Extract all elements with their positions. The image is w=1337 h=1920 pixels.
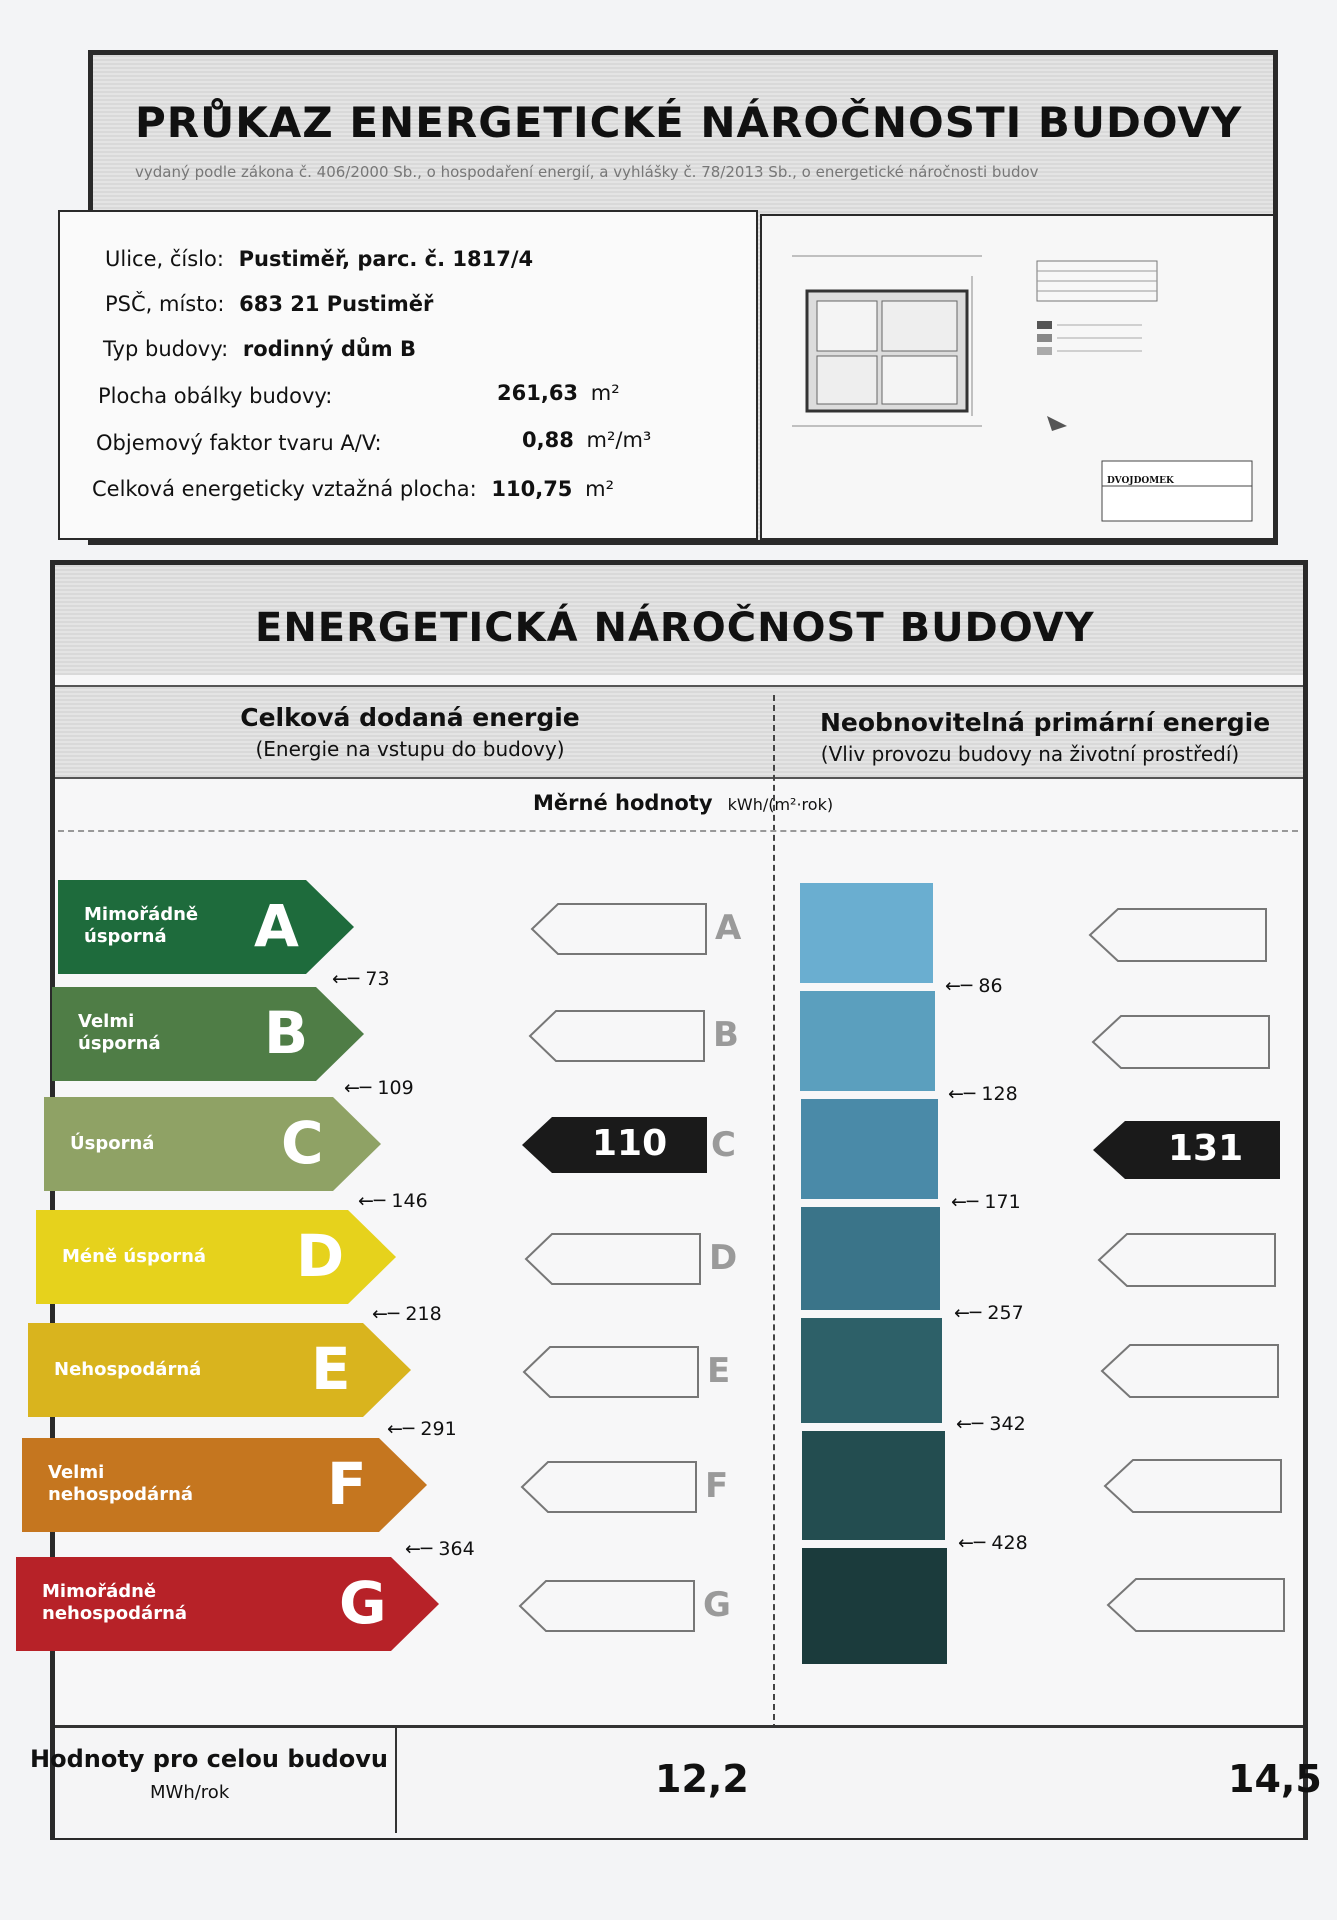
class-slot-right-f: [1103, 1458, 1283, 1514]
factor-value: 0,88: [522, 428, 574, 452]
right-column-subheading: (Vliv provozu budovy na životní prostředí): [820, 742, 1240, 766]
class-slot-left-g: [518, 1579, 696, 1633]
specific-label: Měrné hodnoty: [533, 791, 713, 815]
column-divider: [773, 695, 775, 1740]
class-slot-right-e: [1100, 1343, 1280, 1399]
class-slot-letter-g: G: [703, 1585, 731, 1625]
class-slot-right-a: [1088, 907, 1268, 963]
left-column-subheading: (Energie na vstupu do budovy): [255, 737, 565, 761]
class-slot-right-g: [1106, 1577, 1286, 1633]
totals-right-value: 14,5: [1228, 1757, 1322, 1801]
class-slot-left-d: [524, 1232, 702, 1286]
class-slot-letter-c: C: [711, 1125, 736, 1165]
threshold-right-6: ←─ 428: [958, 1532, 1028, 1554]
area-row: [98, 384, 332, 408]
class-letter-f: F: [327, 1450, 367, 1518]
ref-unit: m²: [585, 477, 614, 501]
class-arrow-a: [58, 880, 354, 974]
primary-bar-b: [800, 991, 935, 1091]
ref-row: [92, 477, 614, 501]
class-arrow-f: [22, 1438, 427, 1532]
totals-unit: MWh/rok: [150, 1782, 230, 1803]
area-unit: m²: [590, 381, 620, 405]
class-arrow-b: [52, 987, 364, 1081]
factor-row: [96, 431, 382, 455]
psc-row: [105, 292, 433, 316]
plan-stamp-text: DVOJDOMEK: [1107, 476, 1174, 486]
left-value-marker: [522, 1117, 707, 1173]
class-letter-d: D: [296, 1222, 345, 1290]
class-slot-right-b: [1091, 1014, 1271, 1070]
floor-plan-drawing: [762, 216, 1273, 538]
class-letter-g: G: [339, 1569, 387, 1637]
left-value: 110: [592, 1123, 668, 1164]
psc-label: PSČ, místo:: [105, 292, 225, 316]
area-value: 261,63: [497, 381, 579, 405]
ref-label: Celková energeticky vztažná plocha:: [92, 477, 477, 501]
class-slot-left-b: [528, 1009, 706, 1063]
class-arrow-g: [16, 1557, 439, 1651]
class-slot-left-a: [530, 902, 708, 956]
class-arrow-c: [44, 1097, 381, 1191]
street-value: Pustiměř, parc. č. 1817/4: [238, 247, 534, 271]
class-label-g: Mimořádně nehospodárná: [42, 1581, 188, 1624]
factor-label: Objemový faktor tvaru A/V:: [96, 431, 382, 455]
class-slot-left-e: [522, 1345, 700, 1399]
street-label: Ulice, číslo:: [105, 247, 224, 271]
left-column-heading: Celková dodaná energie: [240, 703, 580, 732]
threshold-right-2: ←─ 128: [948, 1083, 1018, 1105]
primary-bar-f: [802, 1431, 945, 1540]
right-column-heading: Neobnovitelná primární energie: [820, 708, 1271, 737]
type-row: [103, 337, 416, 361]
class-slot-letter-b: B: [713, 1015, 739, 1055]
class-slot-letter-d: D: [709, 1238, 738, 1278]
type-value: rodinný dům B: [242, 337, 417, 361]
ref-value: 110,75: [491, 477, 573, 501]
threshold-left-5: ←─ 291: [387, 1418, 457, 1440]
psc-value: 683 21 Pustiměř: [239, 292, 434, 316]
class-arrow-e: [28, 1323, 411, 1417]
threshold-right-3: ←─ 171: [951, 1191, 1021, 1213]
class-letter-a: A: [254, 892, 299, 960]
floor-plan-box: [760, 214, 1275, 540]
certificate-subtitle: vydaný podle zákona č. 406/2000 Sb., o hospodaření energií, a vyhlášky č. 78/2013 Sb., o energetické náročnosti budov: [135, 163, 1039, 181]
factor-value-cell: [522, 428, 651, 452]
class-letter-b: B: [264, 999, 309, 1067]
class-label-e: Nehospodárná: [54, 1359, 202, 1380]
threshold-left-1: ←─ 73: [332, 968, 390, 990]
threshold-right-1: ←─ 86: [945, 975, 1003, 997]
class-letter-e: E: [311, 1335, 351, 1403]
totals-left-value: 12,2: [655, 1757, 749, 1801]
threshold-right-5: ←─ 342: [956, 1413, 1026, 1435]
primary-bar-d: [801, 1207, 940, 1310]
class-slot-letter-a: A: [715, 908, 742, 948]
area-value-cell: [497, 381, 620, 405]
class-label-a: Mimořádně úsporná: [84, 904, 199, 947]
totals-label: Hodnoty pro celou budovu: [30, 1745, 388, 1773]
right-value-marker: [1093, 1121, 1280, 1179]
factor-unit: m²/m³: [586, 428, 652, 452]
area-label: Plocha obálky budovy:: [98, 384, 333, 408]
primary-bar-e: [801, 1318, 942, 1423]
totals-label-divider: [395, 1728, 397, 1833]
class-letter-c: C: [281, 1109, 324, 1177]
threshold-right-4: ←─ 257: [954, 1302, 1024, 1324]
class-slot-right-d: [1097, 1232, 1277, 1288]
class-slot-left-f: [520, 1460, 698, 1514]
street-row: [105, 247, 533, 271]
threshold-left-4: ←─ 218: [372, 1303, 442, 1325]
class-label-c: Úsporná: [70, 1133, 155, 1154]
specific-values-label: [533, 791, 833, 815]
dashed-separator: [58, 830, 1298, 832]
class-slot-letter-e: E: [707, 1351, 731, 1391]
class-slot-letter-f: F: [705, 1466, 729, 1506]
right-value: 131: [1168, 1128, 1244, 1169]
threshold-left-2: ←─ 109: [344, 1077, 414, 1099]
class-label-b: Velmi úsporná: [78, 1011, 161, 1054]
primary-bar-g: [802, 1548, 947, 1664]
energy-title: ENERGETICKÁ NÁROČNOST BUDOVY: [255, 605, 1095, 651]
class-label-f: Velmi nehospodárná: [48, 1462, 194, 1505]
certificate-title: PRŮKAZ ENERGETICKÉ NÁROČNOSTI BUDOVY: [135, 98, 1243, 147]
threshold-left-3: ←─ 146: [358, 1190, 428, 1212]
class-label-d: Méně úsporná: [62, 1246, 207, 1267]
primary-bar-c: [801, 1099, 938, 1199]
primary-bar-a: [800, 883, 933, 983]
threshold-left-6: ←─ 364: [405, 1538, 475, 1560]
type-label: Typ budovy:: [103, 337, 229, 361]
specific-unit: kWh/(m²·rok): [727, 795, 834, 814]
class-arrow-d: [36, 1210, 396, 1304]
